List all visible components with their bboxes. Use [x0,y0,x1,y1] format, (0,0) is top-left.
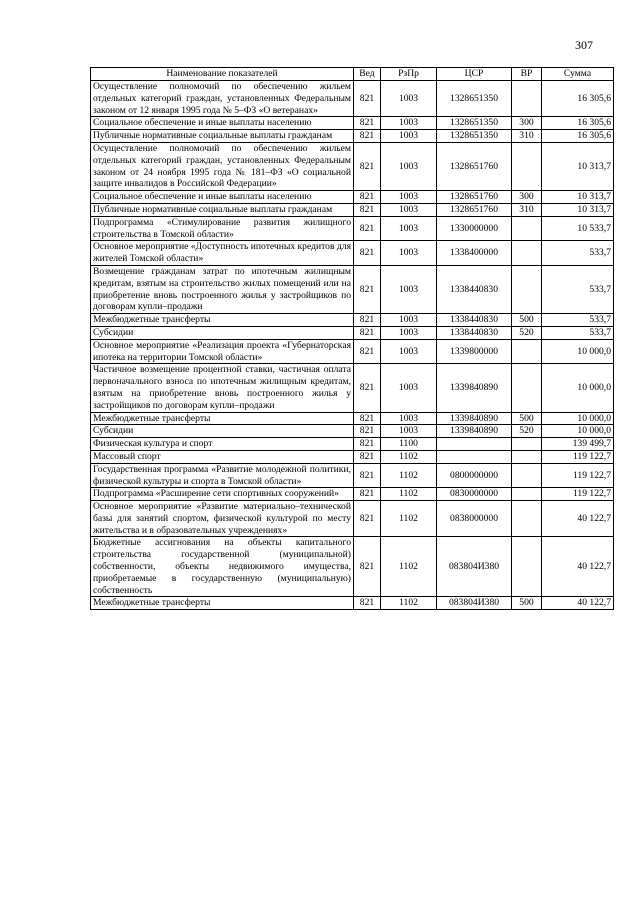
row-name: Субсидии [91,326,354,339]
row-csr: 1339840890 [437,425,512,438]
row-sum: 10 000,0 [542,425,614,438]
row-sum: 119 122,7 [542,463,614,488]
row-sum: 10 533,7 [542,216,614,241]
row-csr: 1328651760 [437,191,512,204]
row-csr: 0800000000 [437,463,512,488]
row-vr [512,241,542,266]
row-rzpr: 1003 [381,81,437,117]
row-csr: 1328651350 [437,117,512,130]
table-row [91,597,614,610]
row-name: Бюджетные ассигнования на объекты капитального строительства государственной (муниципальной) собственности, объекты недвижимого имущества, приобретаемые в государственную (муниципальную) собственность [91,537,354,597]
row-vr: 500 [512,597,542,610]
row-name: Субсидии [91,425,354,438]
row-ved: 821 [354,81,381,117]
page-number: 307 [575,38,593,52]
row-rzpr: 1003 [381,326,437,339]
table-row [91,203,614,216]
row-sum: 16 305,6 [542,130,614,143]
row-rzpr: 1102 [381,450,437,463]
row-name: Массовый спорт [91,450,354,463]
row-vr [512,265,542,313]
row-ved: 821 [354,216,381,241]
row-csr: 1330000000 [437,216,512,241]
row-csr: 1339840890 [437,364,512,412]
row-vr [512,438,542,451]
row-vr: 300 [512,191,542,204]
row-rzpr: 1102 [381,597,437,610]
row-name: Подпрограмма «Расширение сети спортивных сооружений» [91,488,354,501]
row-name: Частичное возмещение процентной ставки, частичная оплата первоначального взноса по ипотечным жилищным кредитам, взятым на приобретение вновь построенного жилья у застройщиков по договорам купли–продажи [91,364,354,412]
row-ved: 821 [354,488,381,501]
row-sum: 119 122,7 [542,450,614,463]
row-name: Государственная программа «Развитие молодежной политики, физической культуры и спорта в Томской области» [91,463,354,488]
row-rzpr: 1102 [381,463,437,488]
row-name: Межбюджетные трансферты [91,597,354,610]
row-name: Основное мероприятие «Реализация проекта «Губернаторская ипотека на территории Томской области» [91,339,354,364]
row-csr: 1339800000 [437,339,512,364]
row-sum: 10 000,0 [542,339,614,364]
row-csr: 1338400000 [437,241,512,266]
row-rzpr: 1003 [381,191,437,204]
row-vr [512,488,542,501]
row-sum: 10 313,7 [542,203,614,216]
row-ved: 821 [354,438,381,451]
row-sum: 10 313,7 [542,191,614,204]
row-rzpr: 1003 [381,412,437,425]
table-row [91,117,614,130]
row-csr: 0830000000 [437,488,512,501]
row-csr [437,450,512,463]
row-rzpr: 1003 [381,314,437,327]
row-vr [512,364,542,412]
row-csr: 083804И380 [437,537,512,597]
row-sum: 533,7 [542,241,614,266]
row-rzpr: 1102 [381,488,437,501]
header-vr: ВР [512,68,542,81]
table-row [91,216,614,241]
row-rzpr: 1003 [381,142,437,190]
row-csr: 1328651350 [437,81,512,117]
row-csr [437,438,512,451]
row-csr: 1328651760 [437,203,512,216]
row-rzpr: 1003 [381,203,437,216]
row-name: Межбюджетные трансферты [91,412,354,425]
table-row [91,130,614,143]
row-vr: 520 [512,425,542,438]
row-ved: 821 [354,463,381,488]
row-sum: 533,7 [542,326,614,339]
row-csr: 0838000000 [437,501,512,537]
row-ved: 821 [354,117,381,130]
row-name: Межбюджетные трансферты [91,314,354,327]
row-vr: 520 [512,326,542,339]
table-header-row [91,68,614,81]
row-ved: 821 [354,364,381,412]
row-vr [512,463,542,488]
row-sum: 10 000,0 [542,412,614,425]
table-row [91,438,614,451]
row-name: Осуществление полномочий по обеспечению жильем отдельных категорий граждан, установленных Федеральным законом от 12 января 1995 года № 5–ФЗ «О ветеранах» [91,81,354,117]
row-ved: 821 [354,537,381,597]
row-vr [512,142,542,190]
row-sum: 16 305,6 [542,117,614,130]
row-csr: 083804И380 [437,597,512,610]
row-name: Основное мероприятие «Доступность ипотечных кредитов для жителей Томской области» [91,241,354,266]
row-sum: 10 313,7 [542,142,614,190]
row-rzpr: 1003 [381,425,437,438]
table-row [91,326,614,339]
row-vr: 300 [512,117,542,130]
row-csr: 1338440830 [437,326,512,339]
table-row [91,142,614,190]
table-row [91,314,614,327]
row-csr: 1328651350 [437,130,512,143]
row-ved: 821 [354,191,381,204]
row-sum: 533,7 [542,265,614,313]
table-row [91,191,614,204]
table-row [91,412,614,425]
row-vr: 500 [512,412,542,425]
row-name: Публичные нормативные социальные выплаты гражданам [91,203,354,216]
table-row [91,425,614,438]
row-sum: 119 122,7 [542,488,614,501]
row-ved: 821 [354,265,381,313]
row-csr: 1328651760 [437,142,512,190]
row-name: Физическая культура и спорт [91,438,354,451]
table-row [91,81,614,117]
row-sum: 40 122,7 [542,597,614,610]
header-sum: Сумма [542,68,614,81]
row-vr [512,501,542,537]
row-csr: 1338440830 [437,314,512,327]
row-sum: 139 499,7 [542,438,614,451]
table-row [91,364,614,412]
row-vr [512,450,542,463]
row-ved: 821 [354,412,381,425]
row-name: Социальное обеспечение и иные выплаты населению [91,191,354,204]
row-ved: 821 [354,241,381,266]
row-rzpr: 1003 [381,339,437,364]
row-name: Возмещение гражданам затрат по ипотечным жилищным кредитам, взятым на строительство жилых помещений или на приобретение вновь построенного жилья у застройщиков по договорам купли–продажи [91,265,354,313]
row-ved: 821 [354,425,381,438]
budget-table [90,67,614,610]
row-vr: 310 [512,130,542,143]
row-name: Публичные нормативные социальные выплаты гражданам [91,130,354,143]
row-vr [512,81,542,117]
row-sum: 16 305,6 [542,81,614,117]
row-ved: 821 [354,597,381,610]
row-rzpr: 1102 [381,501,437,537]
row-sum: 40 122,7 [542,501,614,537]
header-rzpr: РзПр [381,68,437,81]
table-body [91,81,614,610]
row-sum: 10 000,0 [542,364,614,412]
row-vr [512,339,542,364]
table-row [91,488,614,501]
header-name: Наименование показателей [91,68,354,81]
row-ved: 821 [354,314,381,327]
table-row [91,537,614,597]
row-rzpr: 1003 [381,364,437,412]
row-ved: 821 [354,142,381,190]
table-row [91,265,614,313]
row-vr [512,216,542,241]
row-ved: 821 [354,203,381,216]
table-row [91,339,614,364]
row-ved: 821 [354,326,381,339]
header-ved: Вед [354,68,381,81]
row-rzpr: 1003 [381,130,437,143]
row-rzpr: 1100 [381,438,437,451]
table-row [91,450,614,463]
row-rzpr: 1003 [381,117,437,130]
row-vr: 310 [512,203,542,216]
table-row [91,241,614,266]
row-ved: 821 [354,339,381,364]
row-ved: 821 [354,450,381,463]
row-sum: 40 122,7 [542,537,614,597]
row-rzpr: 1102 [381,537,437,597]
row-name: Основное мероприятие «Развитие материально–технической базы для занятий спортом, физической культурой по месту жительства и в образовательных учреждениях» [91,501,354,537]
row-ved: 821 [354,130,381,143]
row-rzpr: 1003 [381,265,437,313]
row-rzpr: 1003 [381,216,437,241]
row-ved: 821 [354,501,381,537]
row-vr: 500 [512,314,542,327]
row-csr: 1339840890 [437,412,512,425]
row-name: Социальное обеспечение и иные выплаты населению [91,117,354,130]
row-name: Осуществление полномочий по обеспечению жильем отдельных категорий граждан, установленных Федеральным законом от 24 ноября 1995 года № 181–ФЗ «О социальной защите инвалидов в Российской Федерации» [91,142,354,190]
table-row [91,463,614,488]
table-row [91,501,614,537]
row-rzpr: 1003 [381,241,437,266]
row-vr [512,537,542,597]
row-sum: 533,7 [542,314,614,327]
row-name: Подпрограмма «Стимулирование развития жилищного строительства в Томской области» [91,216,354,241]
row-csr: 1338440830 [437,265,512,313]
header-csr: ЦСР [437,68,512,81]
